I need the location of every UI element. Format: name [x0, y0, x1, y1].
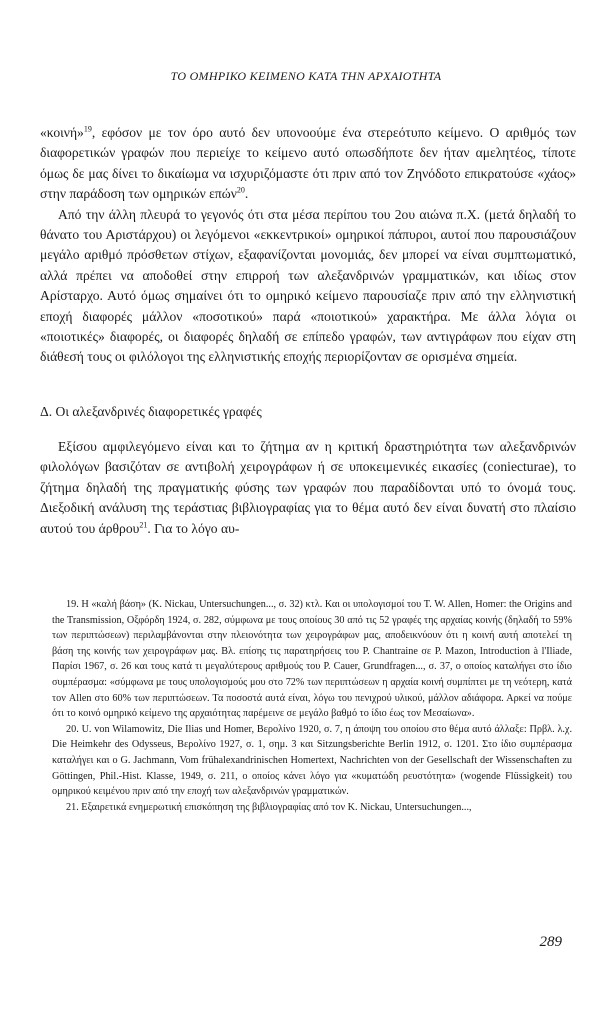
paragraph-3-body: Εξίσου αμφιλεγόμενο είναι και το ζήτημα αν η κριτική δραστηριότητα των αλεξανδρινών φιλολόγων βασιζόταν σε αντιβολή χειρογράφων ή σε υποκειμενικές εικασίες (coniecturae), το ζήτημα δηλαδή της πραγματικής φύσης των γραφών που παραδίδονται υπό το όνομά τους. Διεξοδική ανάλυση της τεράστιας βιβλιογραφίας για το θέμα αυτό δεν είναι δυνατή στο πλαίσιο αυτού του άρθρου — [40, 439, 576, 536]
paragraph-3-end: . Για το λόγο αυ- — [147, 520, 240, 536]
footnote-ref-21[interactable]: 21 — [139, 520, 148, 530]
section-heading: Δ. Οι αλεξανδρινές διαφορετικές γραφές — [40, 404, 262, 419]
paragraph-1-body: , εφόσον με τον όρο αυτό δεν υπονοούμε ένα στερεότυπο κείμενο. Ο αριθμός των διαφορετικών γραφών που περιείχε το κείμενο αυτό οπωσδήποτε δεν ήταν αμελητέος, τίποτε όμως δε μας δίνει το δικαίωμα να ισχυριζόμαστε ότι πριν από τον Ζηνόδοτο επικρατούσε «χάος» στην παράδοση των ομηρικών επών — [40, 125, 576, 202]
paragraph-2: Από την άλλη πλευρά το γεγονός ότι στα μέσα περίπου του 2ου αιώνα π.Χ. (μετά δηλαδή το θάνατο του Αριστάρχου) οι λεγόμενοι «εκκεντρικοί» ομηρικοί πάπυροι, αυτοί που παρουσιάζουν μεγάλο αριθμό πρόσθετων στίχων, εξαφανίζονται μονομιάς, δεν μπορεί να είναι συμπτωματικό, αλλά πρέπει να αποδοθεί στην επιρροή των αλεξανδρινών γραμματικών, και ιδίως στον Αρίσταρχο. Αυτό όμως σημαίνει ότι το ομηρικό κείμενο παρουσίαζε πριν από την ελληνιστική εποχή διαφορές μάλλον «ποσοτικού» παρά «ποιοτικού» χαρακτήρα. Με άλλα λόγια οι «ποιοτικές» διαφορές, οι διαφορές δηλαδή σε επίπεδο γραφών, των αντιγράφων που είχαν στη διάθεσή τους οι φιλόλογοι της ελληνιστικής εποχής περιορίζονταν σε ορισμένα σημεία. — [40, 206, 576, 365]
running-head: ΤΟ ΟΜΗΡΙΚΟ ΚΕΙΜΕΝΟ ΚΑΤΑ ΤΗΝ ΑΡΧΑΙΟΤΗΤΑ — [170, 69, 442, 83]
main-text-bottom — [40, 437, 576, 539]
page-number: 289 — [539, 934, 562, 950]
footnote-21: 21. Εξαιρετικά ενημερωτική επισκόπηση της βιβλιογραφίας από τον K. Nickau, Untersuchungen..., — [66, 801, 472, 813]
paragraph-3 — [40, 437, 576, 539]
main-text-top — [40, 123, 576, 368]
footnote-ref-19[interactable]: 19 — [83, 124, 92, 134]
footnote-20: 20. U. von Wilamowitz, Die Ilias und Homer, Βερολίνο 1920, σ. 7, η άποψη του οποίου στο θέμα αυτό άλλαξε: Πρβλ. λ.χ. Die Heimkehr des Odysseus, Βερολίνο 1927, σ. 1, σημ. 3 και Sitzungsberichte Berlin 1912, σ. 1201. Στο ίδιο συμπέρασμα καταλήγει και ο G. Jachmann, Vom frühalexandrinischen Homertext, Nachrichten von der Gesellschaft der Wissenschaften zu Göttingen, Phil.-Hist. Klasse, 1949, σ. 211, ο οποίος κάνει λόγο για «κυματώδη ρευστότητα» (wogende Flüssigkeit) του ομηρικού κειμένου πριν από την εποχή των αλεξανδρινών γραμματικών. — [52, 723, 572, 798]
footnote-ref-20[interactable]: 20 — [236, 185, 245, 195]
footnote-19: 19. Η «καλή βάση» (K. Nickau, Untersuchungen..., σ. 32) κτλ. Και οι υπολογισμοί του T. W. Allen, Homer: the Origins and the Transmission, Οξφόρδη 1924, σ. 282, σύμφωνα με τους οποίους 30 από τις 52 γραφές της αρχαίας κοινής (δηλαδή το 59% των περιπτώσεων) περιλαμβάνονται στην πλειονότητα των χειρογράφων μας, αποδεικνύουν ότι η κοινή αυτή αποτελεί τη βάση της κοινής των χειρογράφων μας. Βλ. επίσης τις παρατηρήσεις του P. Chantraine σε P. Mazon, Introduction à l'Iliade, Παρίσι 1967, σ. 26 και τους κατά τι μεγαλύτερους αριθμούς του P. Cauer, Grundfragen..., σ. 37, ο οποίος καταλήγει στο ίδιο συμπέρασμα: «σύμφωνα με τους υπολογισμούς μου στο 72% των περιπτώσεων η αρχαία κοινή συμπίπτει με τη νεότερη, κατά τον Allen στο 60% των περιπτώσεων. Τα ποσοστά αυτά είναι, λόγω του πενιχρού υλικού, μάλλον αδιάφορα. Αρκεί να πούμε ότι το κοινό ομηρικό κείμενο της αρχαιότητας παρέμεινε σε μεγάλο βαθμό το ίδιο έως τον Μεσαίωνα». — [52, 599, 572, 720]
paragraph-1-end: . — [244, 186, 249, 202]
footnotes — [52, 597, 572, 815]
paragraph-1 — [40, 123, 576, 205]
paragraph-1-start: «κοινή» — [40, 125, 84, 140]
